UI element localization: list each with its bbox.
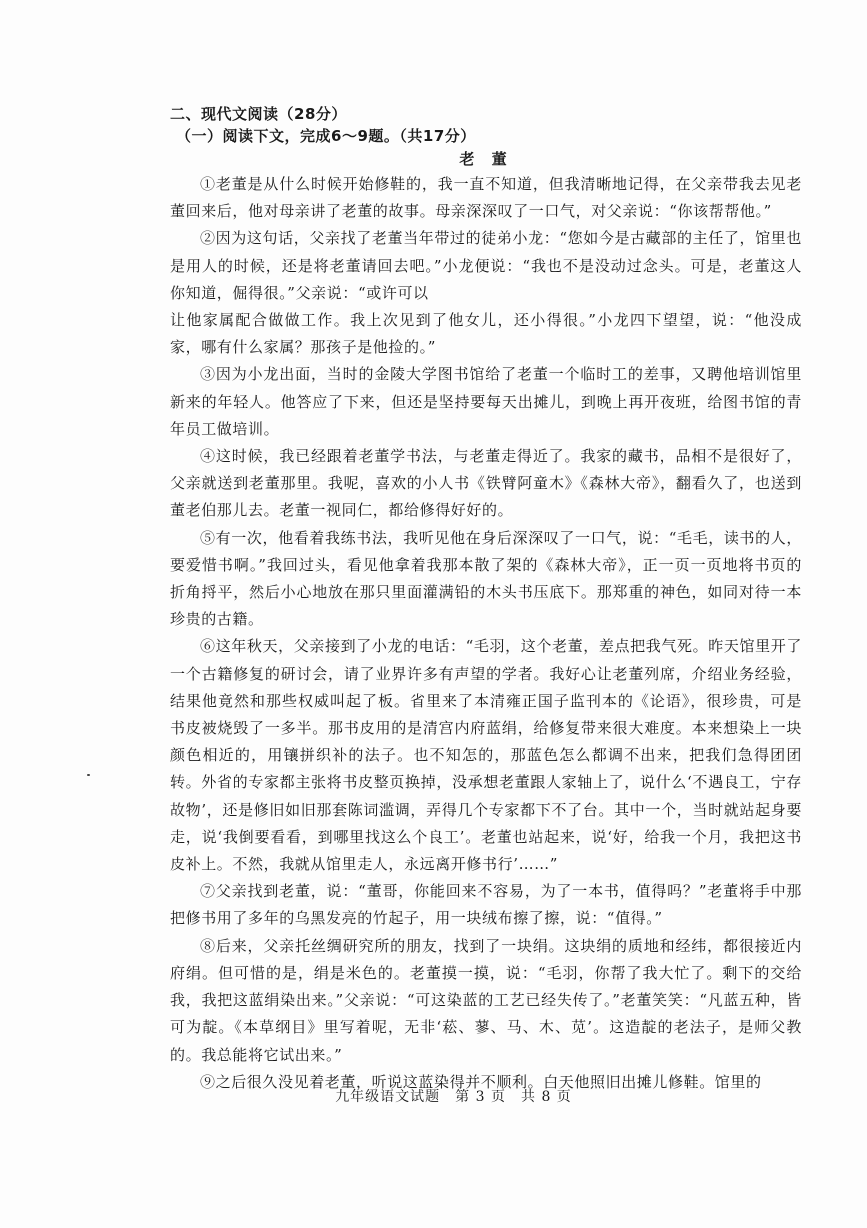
page-content [170, 103, 802, 1096]
paragraph-7: ⑦父亲找到老董，说：“董哥，你能回来不容易，为了一本书，值得吗？”老董将手中那把修书用了多年的乌黑发亮的竹起子，用一块绒布擦了擦，说：“值得。” [170, 882, 802, 928]
paragraph-2: ②因为这句话，父亲找了老董当年带过的徒弟小龙：“您如今是古藏部的主任了，馆里也是用人的时候，还是将老董请回去吧。”小龙便说：“我也不是没动过念头。可是，老董这人你知道，倔得很。”父亲说：“或许可以 [170, 229, 802, 302]
page-footer [0, 1086, 867, 1106]
article-title: 老 董 [459, 150, 513, 168]
footer-text: 九年级语文试题 第 3 页 共 8 页 [335, 1089, 572, 1105]
sub-heading: （一）阅读下文，完成6～9题。（共17分） [176, 127, 476, 145]
paragraph-5: ⑤有一次，他看着我练书法，我听见他在身后深深叹了一口气，说：“毛毛，读书的人，要爱惜书啊。”我回过头，看见他拿着我那本散了架的《森林大帝》，正一页一页地将书页的折角捋平，然后小心地放在那只里面灌满铅的木头书压底下。那郑重的神色，如同对待一本珍贵的古籍。 [170, 528, 802, 629]
section-heading: 二、现代文阅读（28分） [170, 105, 347, 123]
paragraph-6: ⑥这年秋天，父亲接到了小龙的电话：“毛羽，这个老董，差点把我气死。昨天馆里开了一个古籍修复的研讨会，请了业界许多有声望的学者。我好心让老董列席，介绍业务经验，结果他竟然和那些权威叫起了板。省里来了本清雍正国子监刊本的《论语》，很珍贵，可是书皮被烧毁了一多半。那书皮用的是清宫内府蓝绢，给修复带来很大难度。本来想染上一块颜色相近的，用镶拼织补的法子。也不知怎的，那蓝色怎么都调不出来，把我们急得团团转。外省的专家都主张将书皮整页换掉，没承想老董跟人家轴上了，说什么‘不遇良工，宁存故物’，还是修旧如旧那套陈词滥调，弄得几个专家都下不了台。其中一个，当时就站起身要走，说‘我倒要看看，到哪里找这么个良工’。老董也站起来，说‘好，给我一个月，我把这书皮补上。不然，我就从馆里走人，永远离开修书行’……” [170, 637, 802, 874]
paragraph-2-continued: 让他家属配合做做工作。我上次见到了他女儿，还小得很。”小龙四下望望，说：“他没成家，哪有什么家属？那孩子是他捡的。” [170, 311, 802, 357]
paragraph-8: ⑧后来，父亲托丝绸研究所的朋友，找到了一块绢。这块绢的质地和经纬，都很接近内府绢。但可惜的是，绢是米色的。老董摸一摸，说：“毛羽，你帮了我大忙了。剩下的交给我，我把这蓝绢染出来。”父亲说：“可这染蓝的工艺已经失传了。”老董笑笑：“凡蓝五种，皆可为靛。《本草纲目》里写着呢，无非‘菘、蓼、马、木、苋’。这造靛的老法子，是师父教的。我总能将它试出来。” [170, 936, 802, 1064]
paragraph-1: ①老董是从什么时候开始修鞋的，我一直不知道，但我清晰地记得，在父亲带我去见老董回来后，他对母亲讲了老董的故事。母亲深深叹了一口气，对父亲说：“你该帮帮他。” [170, 175, 802, 221]
scan-speck [87, 774, 90, 776]
paragraph-3: ③因为小龙出面，当时的金陵大学图书馆给了老董一个临时工的差事，又聘他培训馆里新来的年轻人。他答应了下来，但还是坚持要每天出摊儿，到晚上再开夜班，给图书馆的青年员工做培训。 [170, 365, 802, 438]
paragraph-9: ⑨之后很久没见着老董，听说这蓝染得并不顺利。白天他照旧出摊儿修鞋。馆里的 [200, 1072, 762, 1091]
paragraph-4: ④这时候，我已经跟着老董学书法，与老董走得近了。我家的藏书，品相不是很好了，父亲就送到老董那里。我呢，喜欢的小人书《铁臂阿童木》《森林大帝》，翻看久了，也送到董老伯那儿去。老董一视同仁，都给修得好好的。 [170, 447, 802, 520]
